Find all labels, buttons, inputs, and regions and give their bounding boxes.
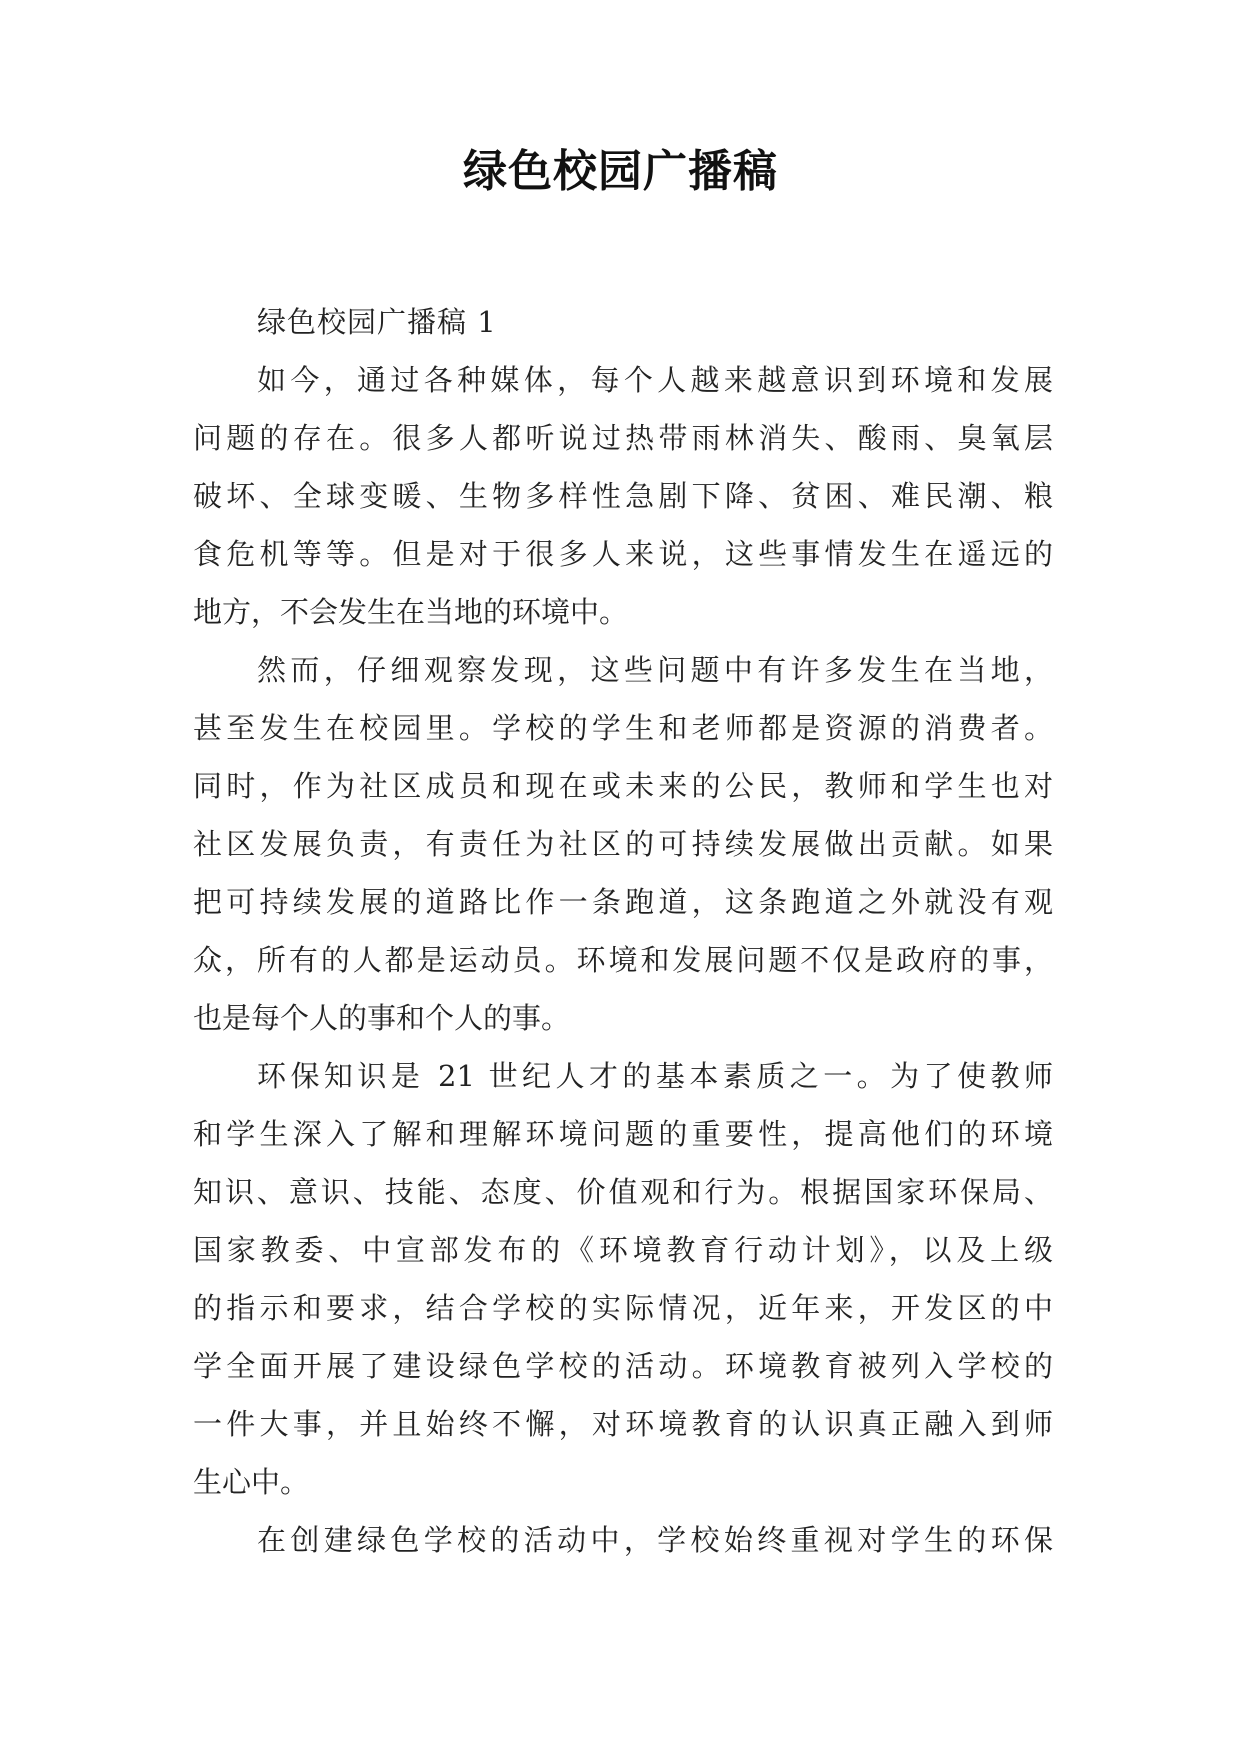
document-subtitle: 绿色校园广播稿 1 xyxy=(257,305,497,339)
text-line: 地方，不会发生在当地的环境中。 xyxy=(193,595,629,629)
paragraph xyxy=(193,1511,1053,1569)
paragraph xyxy=(193,641,1053,1047)
document-body xyxy=(193,293,1053,1569)
text-line: 环保知识是 21 世纪人才的基本素质之一。为了使教师 xyxy=(257,1059,1053,1093)
paragraph xyxy=(193,351,1053,641)
text-line: 生心中。 xyxy=(193,1465,310,1499)
text-line: 众，所有的人都是运动员。环境和发展问题不仅是政府的事， xyxy=(193,943,1053,977)
text-line: 破坏、全球变暖、生物多样性急剧下降、贫困、难民潮、粮 xyxy=(193,479,1053,513)
text-line: 学全面开展了建设绿色学校的活动。环境教育被列入学校的 xyxy=(193,1349,1053,1383)
text-line: 和学生深入了解和理解环境问题的重要性，提高他们的环境 xyxy=(193,1117,1053,1151)
text-line: 如今，通过各种媒体，每个人越来越意识到环境和发展 xyxy=(257,363,1053,397)
text-line: 国家教委、中宣部发布的《环境教育行动计划》，以及上级 xyxy=(193,1233,1053,1267)
paragraph xyxy=(193,1047,1053,1511)
text-line: 知识、意识、技能、态度、价值观和行为。根据国家环保局、 xyxy=(193,1175,1053,1209)
text-line: 同时，作为社区成员和现在或未来的公民，教师和学生也对 xyxy=(193,769,1053,803)
text-line: 社区发展负责，有责任为社区的可持续发展做出贡献。如果 xyxy=(193,827,1053,861)
text-line: 一件大事，并且始终不懈，对环境教育的认识真正融入到师 xyxy=(193,1407,1053,1441)
text-line: 甚至发生在校园里。学校的学生和老师都是资源的消费者。 xyxy=(193,711,1053,745)
text-line: 把可持续发展的道路比作一条跑道，这条跑道之外就没有观 xyxy=(193,885,1053,919)
text-line: 的指示和要求，结合学校的实际情况，近年来，开发区的中 xyxy=(193,1291,1053,1325)
text-line: 也是每个人的事和个人的事。 xyxy=(193,1001,571,1035)
text-line: 问题的存在。很多人都听说过热带雨林消失、酸雨、臭氧层 xyxy=(193,421,1053,455)
text-line: 然而，仔细观察发现，这些问题中有许多发生在当地， xyxy=(257,653,1053,687)
text-line: 食危机等等。但是对于很多人来说，这些事情发生在遥远的 xyxy=(193,537,1053,571)
text-line: 在创建绿色学校的活动中，学校始终重视对学生的环保 xyxy=(257,1523,1053,1557)
document-title: 绿色校园广播稿 xyxy=(463,146,778,197)
